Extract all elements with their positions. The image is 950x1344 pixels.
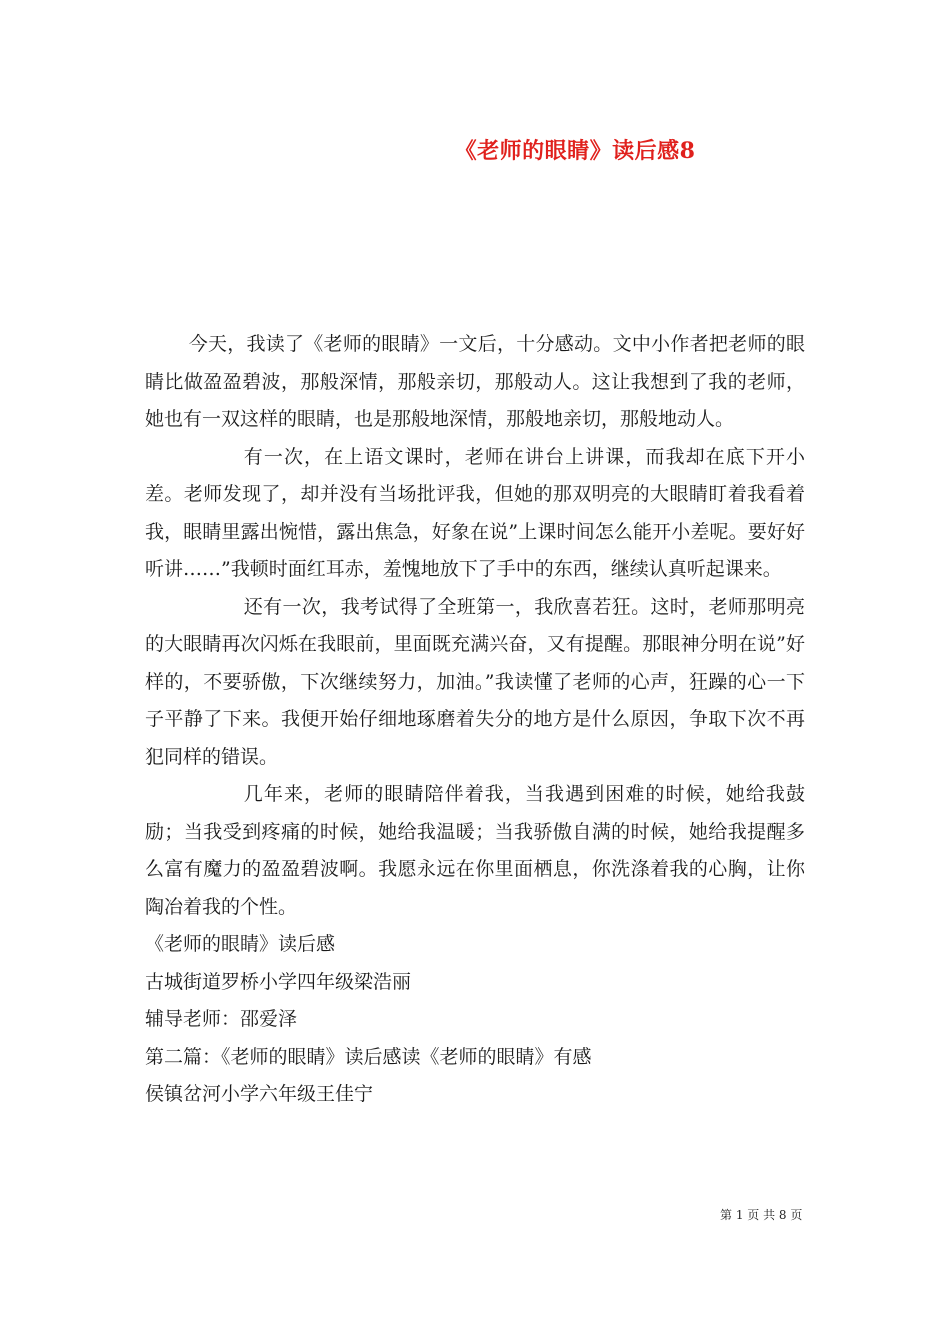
document-title bbox=[0, 134, 950, 165]
document-body bbox=[145, 326, 805, 1114]
paragraph-2: 有一次，在上语文课时，老师在讲台上讲课，而我却在底下开小差。老师发现了，却并没有当场批评我，但她的那双明亮的大眼睛盯着我看着我，眼睛里露出惋惜，露出焦急，好象在说”上课时间怎么能开小差呢。要好好听讲……”我顿时面红耳赤，羞愧地放下了手中的东西，继续认真听起课来。 bbox=[145, 445, 805, 580]
tail-line-second-author: 侯镇岔河小学六年级王佳宁 bbox=[145, 1083, 374, 1105]
document-title-text: 《老师的眼睛》读后感8 bbox=[454, 138, 696, 164]
paragraph-1: 今天，我读了《老师的眼睛》一文后，十分感动。文中小作者把老师的眼睛比做盈盈碧波，那般深情，那般亲切，那般动人。这让我想到了我的老师，她也有一双这样的眼睛，也是那般地深情，那般地亲切，那般地动人。 bbox=[145, 333, 805, 430]
page-number-footer: 第 1 页 共 8 页 bbox=[720, 1208, 803, 1222]
paragraph-3: 还有一次，我考试得了全班第一，我欣喜若狂。这时，老师那明亮的大眼睛再次闪烁在我眼前，里面既充满兴奋，又有提醒。那眼神分明在说”好样的，不要骄傲，下次继续努力，加油。”我读懂了老师的心声，狂躁的心一下子平静了下来。我便开始仔细地琢磨着失分的地方是什么原因，争取下次不再犯同样的错误。 bbox=[145, 595, 805, 768]
tail-line-second-article: 第二篇：《老师的眼睛》读后感读《老师的眼睛》有感 bbox=[145, 1045, 592, 1068]
tail-line-author: 古城街道罗桥小学四年级梁浩丽 bbox=[145, 970, 412, 993]
paragraph-4: 几年来，老师的眼睛陪伴着我，当我遇到困难的时候，她给我鼓励；当我受到疼痛的时候，她给我温暖；当我骄傲自满的时候，她给我提醒多么富有魔力的盈盈碧波啊。我愿永远在你里面栖息，你洗涤着我的心胸，让你陶冶着我的个性。 bbox=[145, 783, 805, 918]
tail-line-advisor: 辅导老师：邵爱泽 bbox=[145, 1008, 298, 1030]
tail-line-article-title: 《老师的眼睛》读后感 bbox=[145, 933, 336, 955]
